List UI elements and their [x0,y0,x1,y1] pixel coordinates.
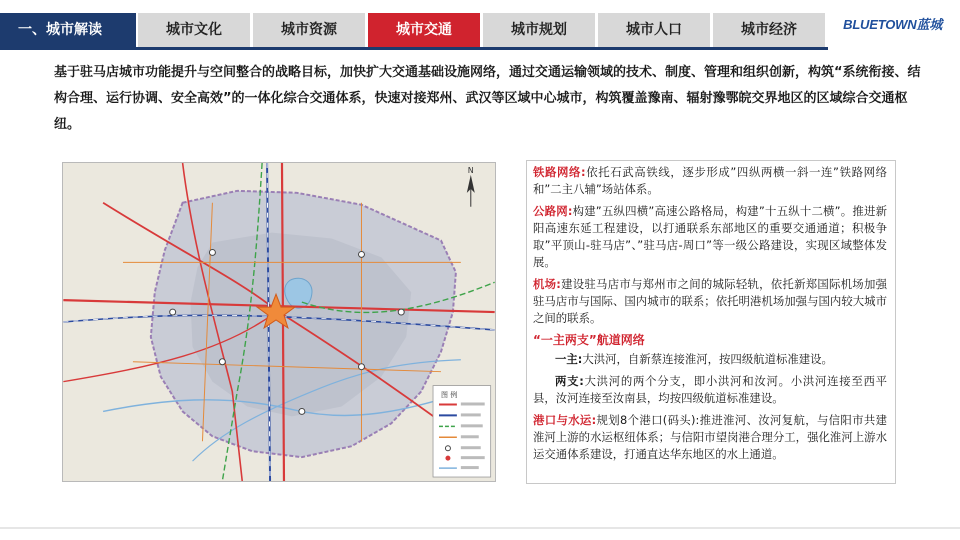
tab-city-planning[interactable]: 城市规划 [483,13,597,47]
tab-city-economy[interactable]: 城市经济 [713,13,827,47]
rail-text: 依托石武高铁线，逐步形成”四纵两横一斜一连”铁路网络和”二主八辅”场站体系。 [533,165,887,196]
transport-map [62,162,496,482]
tab-city-population[interactable]: 城市人口 [598,13,712,47]
rail-heading: 铁路网络: [533,165,586,179]
waterway-heading: “一主两支”航道网络 [533,333,645,347]
road-heading: 公路网: [533,204,573,218]
svg-text:N: N [467,165,474,175]
brand-logo: BLUETOWN蓝城 [843,17,942,32]
transport-description-panel [526,160,896,484]
intro-paragraph: 基于驻马店城市功能提升与空间整合的战略目标，加快扩大交通基础设施网络，通过交通运输领域的技术、制度、管理和组织创新，构筑“系统衔接、结构合理、运行协调、安全高效”的一体化综合交通体系，快速对接郑州、武汉等区域中心城市，构筑覆盖豫南、辐射豫鄂皖交界地区的区域综合交通枢纽。 [54,65,921,132]
tab-city-traffic[interactable]: 城市交通 [368,13,482,47]
tab-city-culture[interactable]: 城市文化 [138,13,252,47]
waterway-main-text: 大洪河，自新蔡连接淮河，按四级航道标准建设。 [582,352,833,366]
port-text: 规划8个港口(码头):推进淮河、汝河复航，与信阳市共建淮河上游的水运枢纽体系；与信阳市望岗港合理分工，强化淮河上游水运交通体系建设，打通直达华东地区的水上通道。 [533,413,887,461]
waterway-branch-label: 两支: [555,374,584,388]
tab-city-interpretation[interactable]: 一、城市解读 [0,13,138,47]
airport-heading: 机场: [533,277,561,291]
port-heading: 港口与水运: [533,413,597,427]
port-section [533,412,887,463]
nav-underline [0,47,828,50]
waterway-main-label: 一主: [555,352,583,366]
road-text: 构建”五纵四横”高速公路格局，构建”十五纵十二横”。推进新阳高速东延工程建设，以打通联系东部地区的重要交通通道；积极争取”平顶山-驻马店”、”驻马店-周口”等一级公路建设，实现区域整体发展。 [533,204,887,269]
map-legend-title: 图 例 [441,391,458,399]
airport-section [533,276,887,327]
airport-text: 建设驻马店市与郑州市之间的城际轻轨，依托新郑国际机场加强驻马店市与国际、国内城市的联系；依托明港机场加强与国内较大城市之间的联系。 [533,277,887,325]
road-section [533,203,887,271]
waterway-main [533,351,887,368]
tab-city-resources[interactable]: 城市资源 [253,13,367,47]
map-graphic [63,163,495,481]
top-nav [0,13,960,49]
footer-divider [0,527,960,529]
waterway-branch-text: 大洪河的两个分支，即小洪河和汝河。小洪河连接至西平县，汝河连接至汝南县，均按四级航道标准建设。 [533,374,887,405]
rail-section [533,164,887,198]
waterway-branches [533,373,887,407]
